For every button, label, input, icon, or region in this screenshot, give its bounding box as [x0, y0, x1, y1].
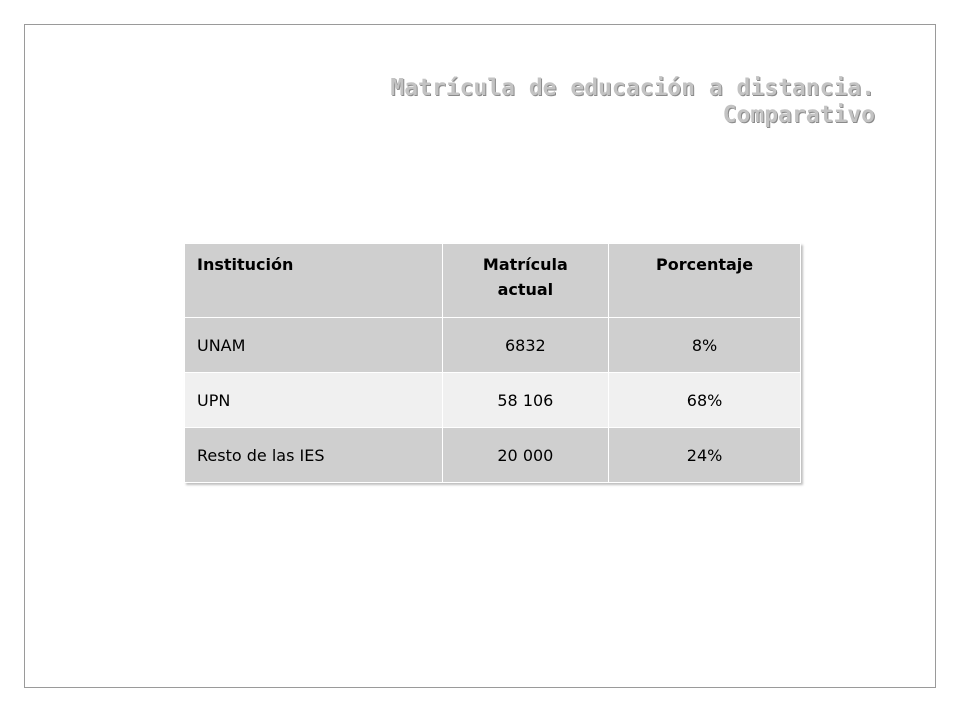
cell-matricula: 20 000 [442, 428, 609, 483]
cell-porcentaje: 68% [609, 373, 801, 428]
slide-title-line-1: Matrícula de educación a distancia. [390, 75, 875, 101]
cell-porcentaje: 8% [609, 318, 801, 373]
cell-institucion: UPN [185, 373, 443, 428]
cell-matricula: 6832 [442, 318, 609, 373]
table-row [185, 428, 801, 483]
header-porcentaje: Porcentaje [609, 244, 801, 318]
slide-title-line-2: Comparativo [722, 102, 875, 128]
cell-matricula: 58 106 [442, 373, 609, 428]
enrollment-table [184, 243, 801, 483]
cell-porcentaje: 24% [609, 428, 801, 483]
table-row [185, 318, 801, 373]
slide-title [390, 75, 875, 129]
cell-institucion: Resto de las IES [185, 428, 443, 483]
cell-institucion: UNAM [185, 318, 443, 373]
header-matricula: Matrícula actual [442, 244, 609, 318]
table-row [185, 373, 801, 428]
table-header-row [185, 244, 801, 318]
header-institucion: Institución [185, 244, 443, 318]
